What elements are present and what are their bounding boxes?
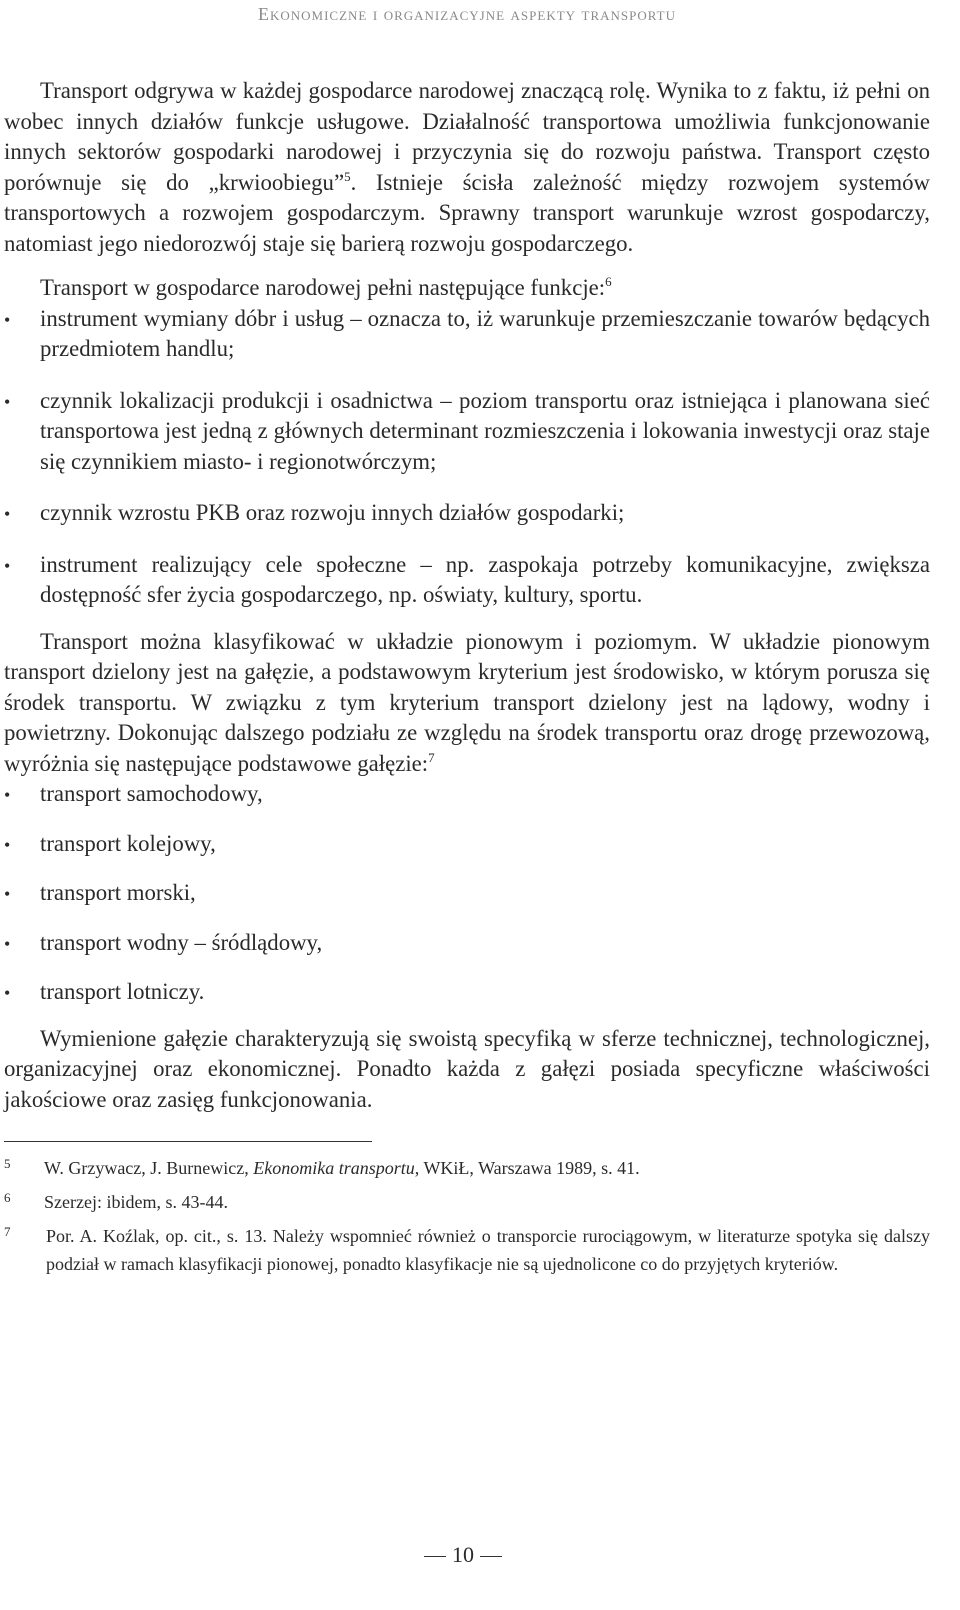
bullet-icon (4, 779, 24, 811)
footnote-text: W. Grzywacz, J. Burnewicz, (44, 1158, 254, 1178)
footnote-separator (4, 1141, 372, 1142)
paragraph-functions-intro (4, 273, 930, 304)
bullet-icon (4, 550, 24, 582)
list-item (4, 878, 930, 909)
list-item-text: czynnik lokalizacji produkcji i osadnictwa – poziom transportu oraz istniejąca i planowana sieć transportowa jest jedną z głównych determinant rozmieszczenia i lokowania inwestycji oraz staje się czynnikiem miasto- i regionotwórczym; (40, 387, 930, 474)
list-item-text: czynnik wzrostu PKB oraz rozwoju innych działów gospodarki; (40, 500, 625, 525)
footnote-5 (4, 1154, 930, 1182)
branches-list (4, 779, 930, 1008)
footnote-ref-6[interactable]: 6 (605, 274, 612, 289)
footnote-book-title: Ekonomika transportu (253, 1158, 415, 1178)
body-text (4, 76, 930, 1115)
bullet-icon (4, 829, 24, 861)
list-item (4, 928, 930, 959)
document-page (4, 0, 930, 1284)
bullet-icon (4, 386, 24, 418)
bullet-icon (4, 928, 24, 960)
list-item (4, 779, 930, 810)
paragraph-classification-text: Transport można klasyfikować w układzie pionowym i poziomym. W układzie pionowym transport dzielony jest na gałęzie, a podstawowym kryterium jest środowisko, w którym porusza się środek transportu. W związku z tym kryterium transport dzielony jest na lądowy, wodny i powietrzny. Dokonując dalszego podziału ze względu na środek transportu oraz drogę przewozową, wyróżnia się następujące podstawowe gałęzie: (4, 628, 930, 776)
list-item-text: transport wodny – śródlądowy, (40, 929, 323, 955)
paragraph-classification (4, 627, 930, 780)
paragraph-summary: Wymienione gałęzie charakteryzują się swoistą specyfiką w sferze technicznej, technologicznej, organizacyjnej oraz ekonomicznej. Ponadto każda z gałęzi posiada specyficzne właściwości jakościowe oraz zasięg funkcjonowania. (4, 1025, 930, 1112)
footnote-number: 7 (4, 1224, 11, 1239)
bullet-icon (4, 304, 24, 336)
footnote-6 (4, 1188, 930, 1216)
list-item-text: transport morski, (40, 880, 196, 905)
footnote-ref-5[interactable]: 5 (344, 168, 351, 184)
footnote-ref-7[interactable]: 7 (428, 749, 435, 765)
bullet-icon (4, 878, 24, 910)
footnotes (4, 1154, 930, 1278)
bullet-icon (4, 498, 24, 530)
list-item (4, 304, 930, 365)
footnote-7 (4, 1222, 930, 1278)
page-number-dash-right (480, 1556, 502, 1557)
running-header: Ekonomiczne i organizacyjne aspekty transportu (258, 4, 676, 24)
page-number-dash-left (424, 1556, 446, 1557)
list-item-text: instrument wymiany dóbr i usług – oznacza to, iż warunkuje przemieszczanie towarów będących przedmiotem handlu; (40, 305, 930, 361)
list-item (4, 550, 930, 611)
footnote-text: Szerzej: ibidem, s. 43-44. (44, 1192, 228, 1212)
footnote-text-rest: , WKiŁ, Warszawa 1989, s. 41. (414, 1158, 640, 1178)
paragraph-intro-text: Transport odgrywa w każdej gospodarce narodowej znaczącą rolę. Wynika to z faktu, iż pełni on wobec innych działów funkcje usługowe. Działalność transportowa umożliwia funkcjonowanie innych sektorów gospodarki narodowej i przyczynia się do rozwoju państwa. Transport często porównuje się do „krwioobiegu” (4, 78, 930, 195)
paragraph-intro-rest: . Istnieje ścisła zależność między rozwojem systemów transportowych a rozwojem gospodarczym. Sprawny transport warunkuje wzrost gospodarczy, natomiast jego niedorozwój staje się barierą rozwoju gospodarczego. (4, 169, 930, 256)
bullet-icon (4, 977, 24, 1009)
page-number (0, 1542, 926, 1568)
list-item (4, 498, 930, 529)
paragraph-functions-text: Transport w gospodarce narodowej pełni następujące funkcje: (40, 275, 606, 300)
footnote-number: 5 (4, 1156, 11, 1171)
list-item-text: transport samochodowy, (40, 781, 263, 806)
list-item-text: transport kolejowy, (40, 830, 216, 856)
list-item-text: instrument realizujący cele społeczne – np. zaspokaja potrzeby komunikacyjne, zwiększa dostępność sfer życia gospodarczego, np. oświaty, kultury, sportu. (40, 551, 930, 607)
footnote-text: Por. A. Koźlak, op. cit., s. 13. Należy wspomnieć również o transporcie rurociągowym, w literaturze spotyka się dalszy podział w ramach klasyfikacji pionowej, ponadto klasyfikacje nie są ujednolicone co do przyjętych kryteriów. (46, 1226, 930, 1274)
list-item-text: transport lotniczy. (40, 979, 205, 1004)
paragraph-intro (4, 76, 930, 259)
list-item (4, 977, 930, 1008)
functions-list (4, 304, 930, 611)
list-item (4, 386, 930, 478)
page-number-value: 10 (452, 1542, 474, 1567)
footnote-number: 6 (4, 1190, 11, 1205)
list-item (4, 829, 930, 860)
